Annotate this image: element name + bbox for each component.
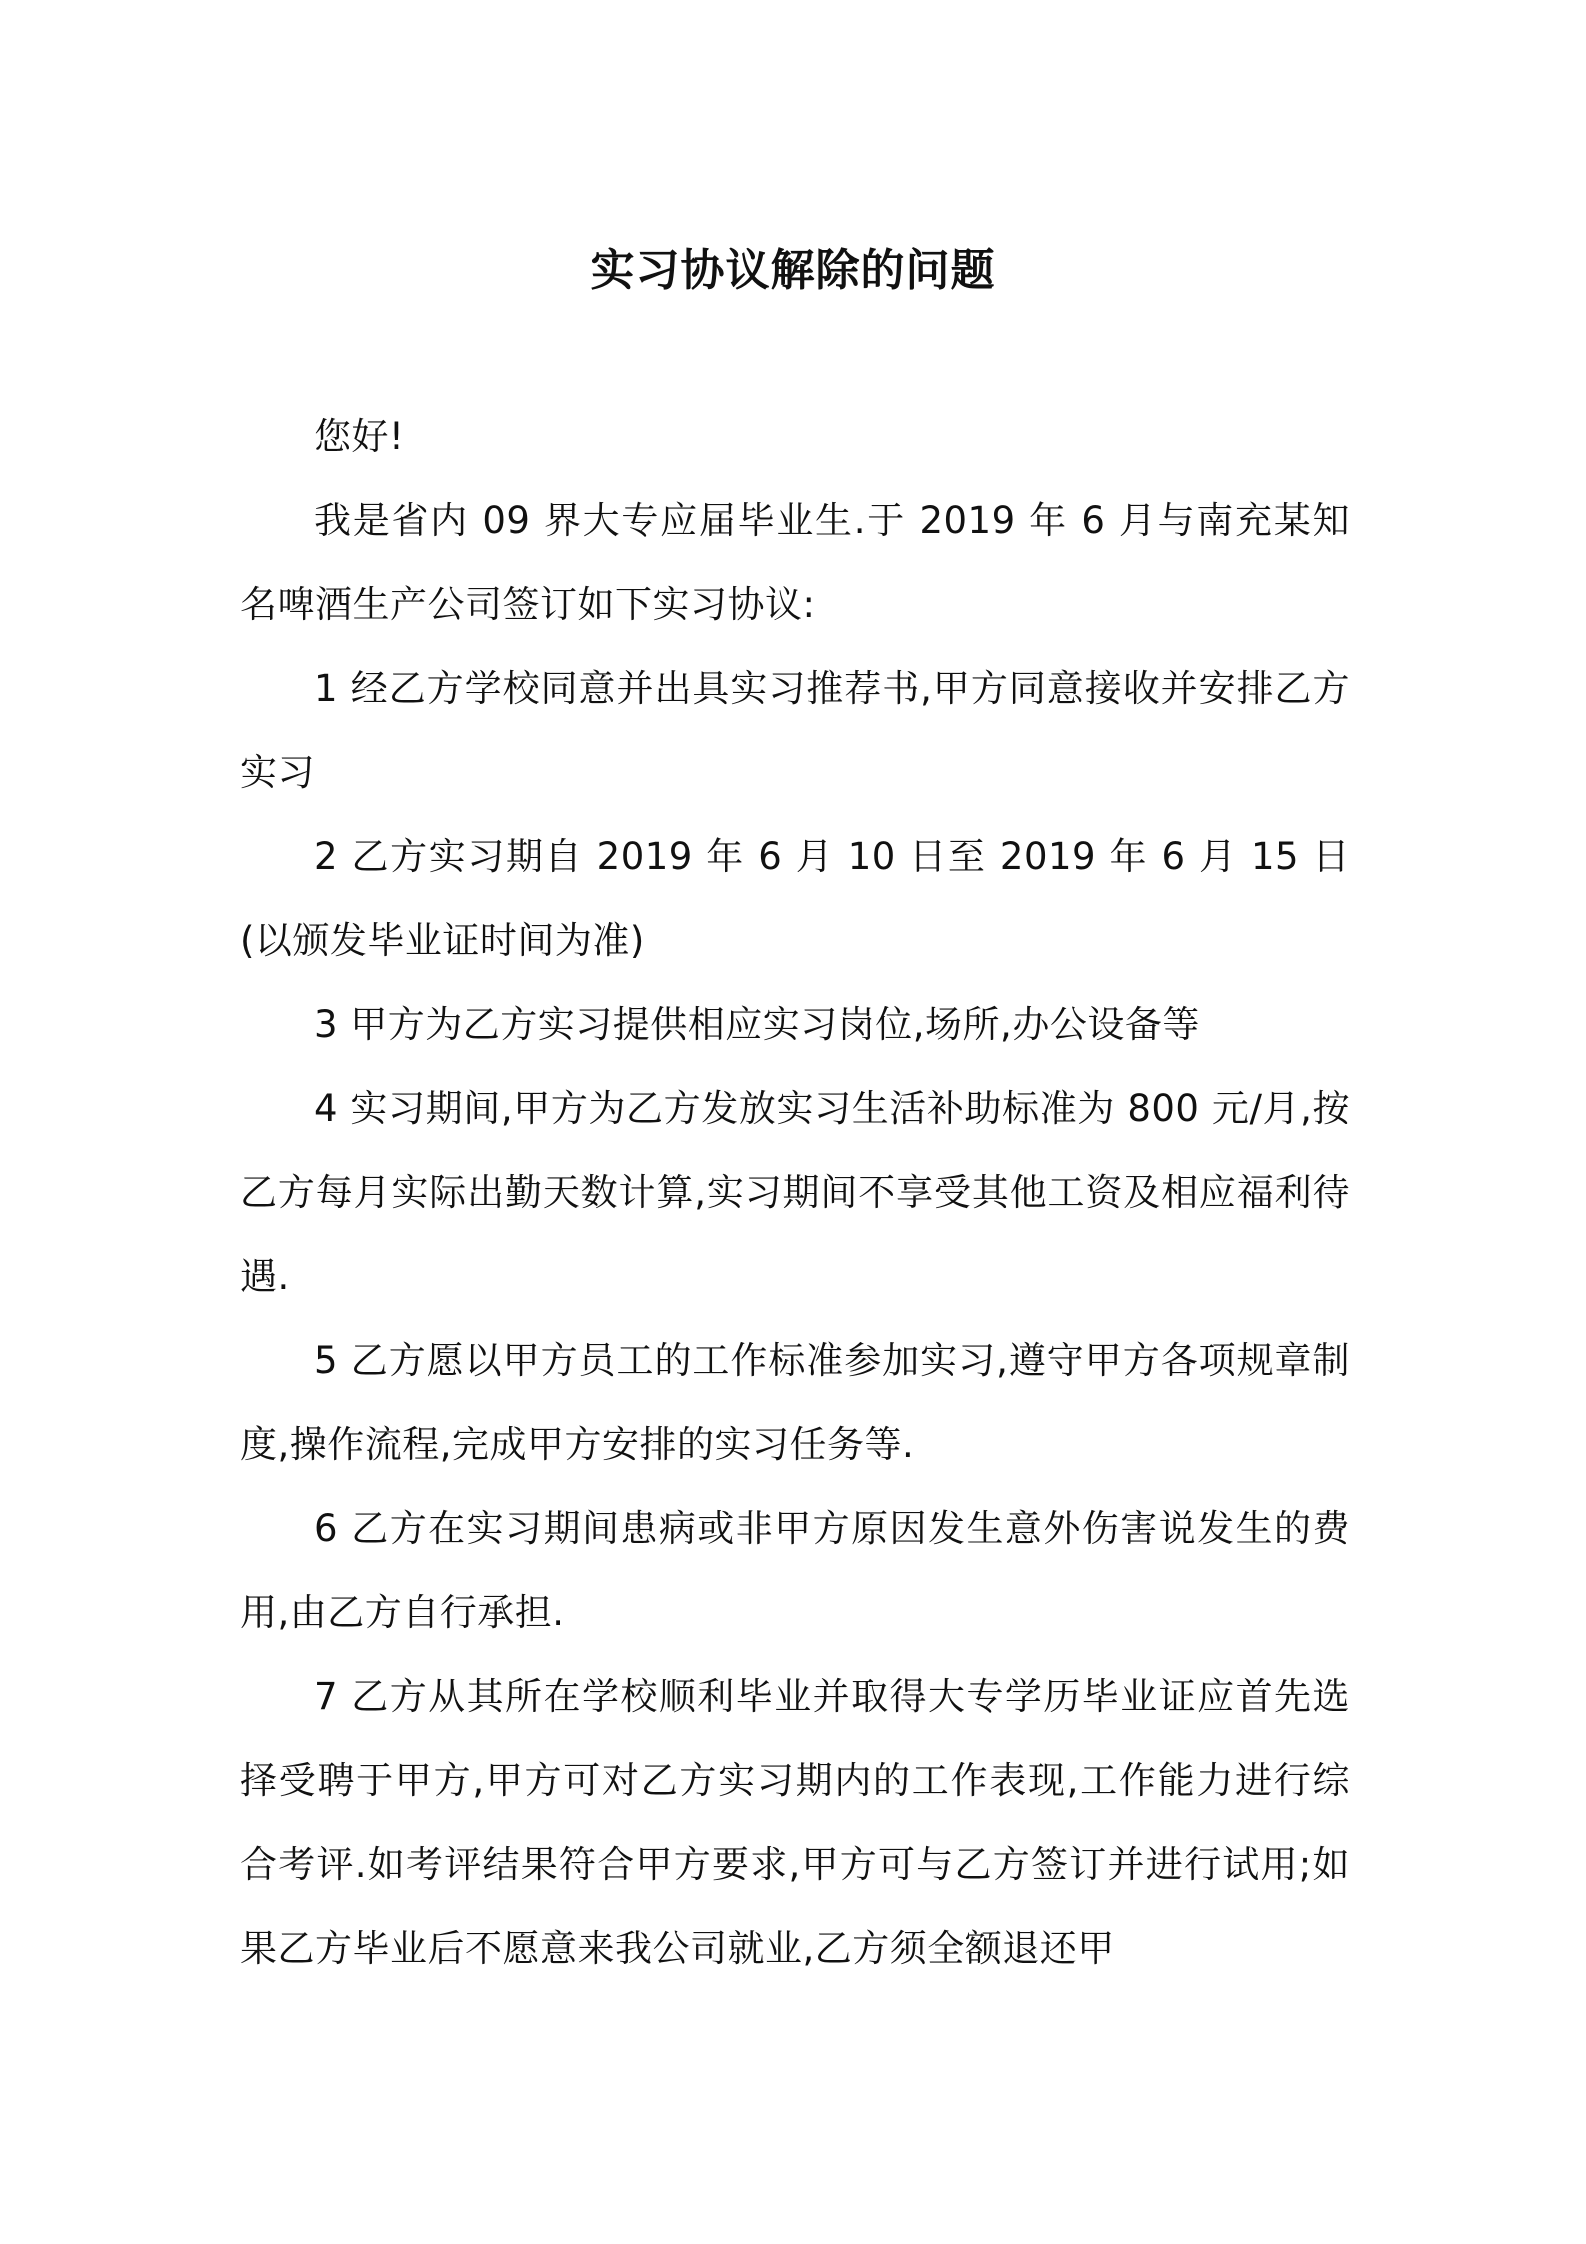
clause-3-paragraph: 3 甲方为乙方实习提供相应实习岗位,场所,办公设备等 [314, 1003, 1200, 1046]
clause-1-paragraph: 1 经乙方学校同意并出具实习推荐书,甲方同意接收并安排乙方实习 [240, 667, 1350, 794]
clause-5-paragraph: 5 乙方愿以甲方员工的工作标准参加实习,遵守甲方各项规章制度,操作流程,完成甲方安排的实习任务等. [240, 1339, 1350, 1466]
clause-4-paragraph: 4 实习期间,甲方为乙方发放实习生活补助标准为 800 元/月,按乙方每月实际出勤天数计算,实习期间不享受其他工资及相应福利待遇. [240, 1087, 1350, 1298]
document-title: 实习协议解除的问题 [590, 245, 996, 297]
clause-2-paragraph: 2 乙方实习期自 2019 年 6 月 10 日至 2019 年 6 月 15 日(以颁发毕业证时间为准) [240, 835, 1350, 962]
intro-paragraph: 我是省内 09 界大专应届毕业生.于 2019 年 6 月与南充某知名啤酒生产公司签订如下实习协议: [240, 499, 1350, 626]
document-body [240, 395, 1350, 1991]
clause-6-paragraph: 6 乙方在实习期间患病或非甲方原因发生意外伤害说发生的费用,由乙方自行承担. [240, 1507, 1350, 1634]
greeting-paragraph: 您好! [314, 415, 405, 458]
clause-7-paragraph: 7 乙方从其所在学校顺利毕业并取得大专学历毕业证应首先选择受聘于甲方,甲方可对乙方实习期内的工作表现,工作能力进行综合考评.如考评结果符合甲方要求,甲方可与乙方签订并进行试用;如果乙方毕业后不愿意来我公司就业,乙方须全额退还甲 [240, 1675, 1350, 1970]
